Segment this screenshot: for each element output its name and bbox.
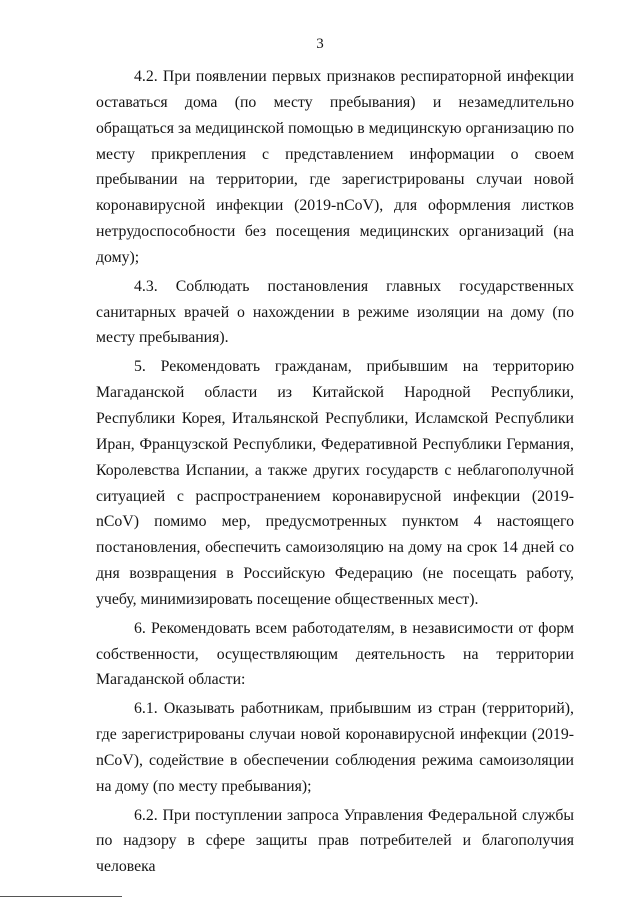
paragraph-6-2: 6.2. При поступлении запроса Управления Федеральной службы по надзору в сфере защиты прав потребителей и благополучия человека	[96, 806, 574, 876]
document-body	[96, 64, 574, 883]
paragraph-6-1: 6.1. Оказывать работникам, прибывшим из стран (территорий), где зарегистрированы случаи новой коронавирусной инфекции (2019-nCoV), содействие в обеспечении соблюдения режима самоизоляции на дому (по месту пребывания);	[96, 700, 574, 795]
paragraph-6: 6. Рекомендовать всем работодателям, в независимости от форм собственности, осуществляющим деятельность на территории Магаданской области:	[96, 619, 574, 689]
page-number: 3	[316, 36, 324, 52]
paragraph-5: 5. Рекомендовать гражданам, прибывшим на территорию Магаданской области из Китайской Народной Республики, Республики Корея, Итальянской Республики, Исламской Республики Иран, Французской Республики, Федеративной Республики Германия, Королевства Испании, а также других государств с неблагополучной ситуацией с распространением коронавирусной инфекции (2019-nCoV) помимо мер, предусмотренных пунктом 4 настоящего постановления, обеспечить самоизоляцию на дому на срок 14 дней со дня возвращения в Российскую Федерацию (не посещать работу, учебу, минимизировать посещение общественных мест).	[96, 358, 574, 608]
paragraph-4-2: 4.2. При появлении первых признаков респираторной инфекции оставаться дома (по месту пребывания) и незамедлительно обращаться за медицинской помощью в медицинскую организацию по месту прикрепления с представлением информации о своем пребывании на территории, где зарегистрированы случаи новой коронавирусной инфекции (2019-nCoV), для оформления листков нетрудоспособности без посещения медицинских организаций (на дому);	[96, 68, 574, 266]
footer-divider	[0, 896, 122, 897]
paragraph-4-3: 4.3. Соблюдать постановления главных государственных санитарных врачей о нахождении в режиме изоляции на дому (по месту пребывания).	[96, 277, 574, 347]
